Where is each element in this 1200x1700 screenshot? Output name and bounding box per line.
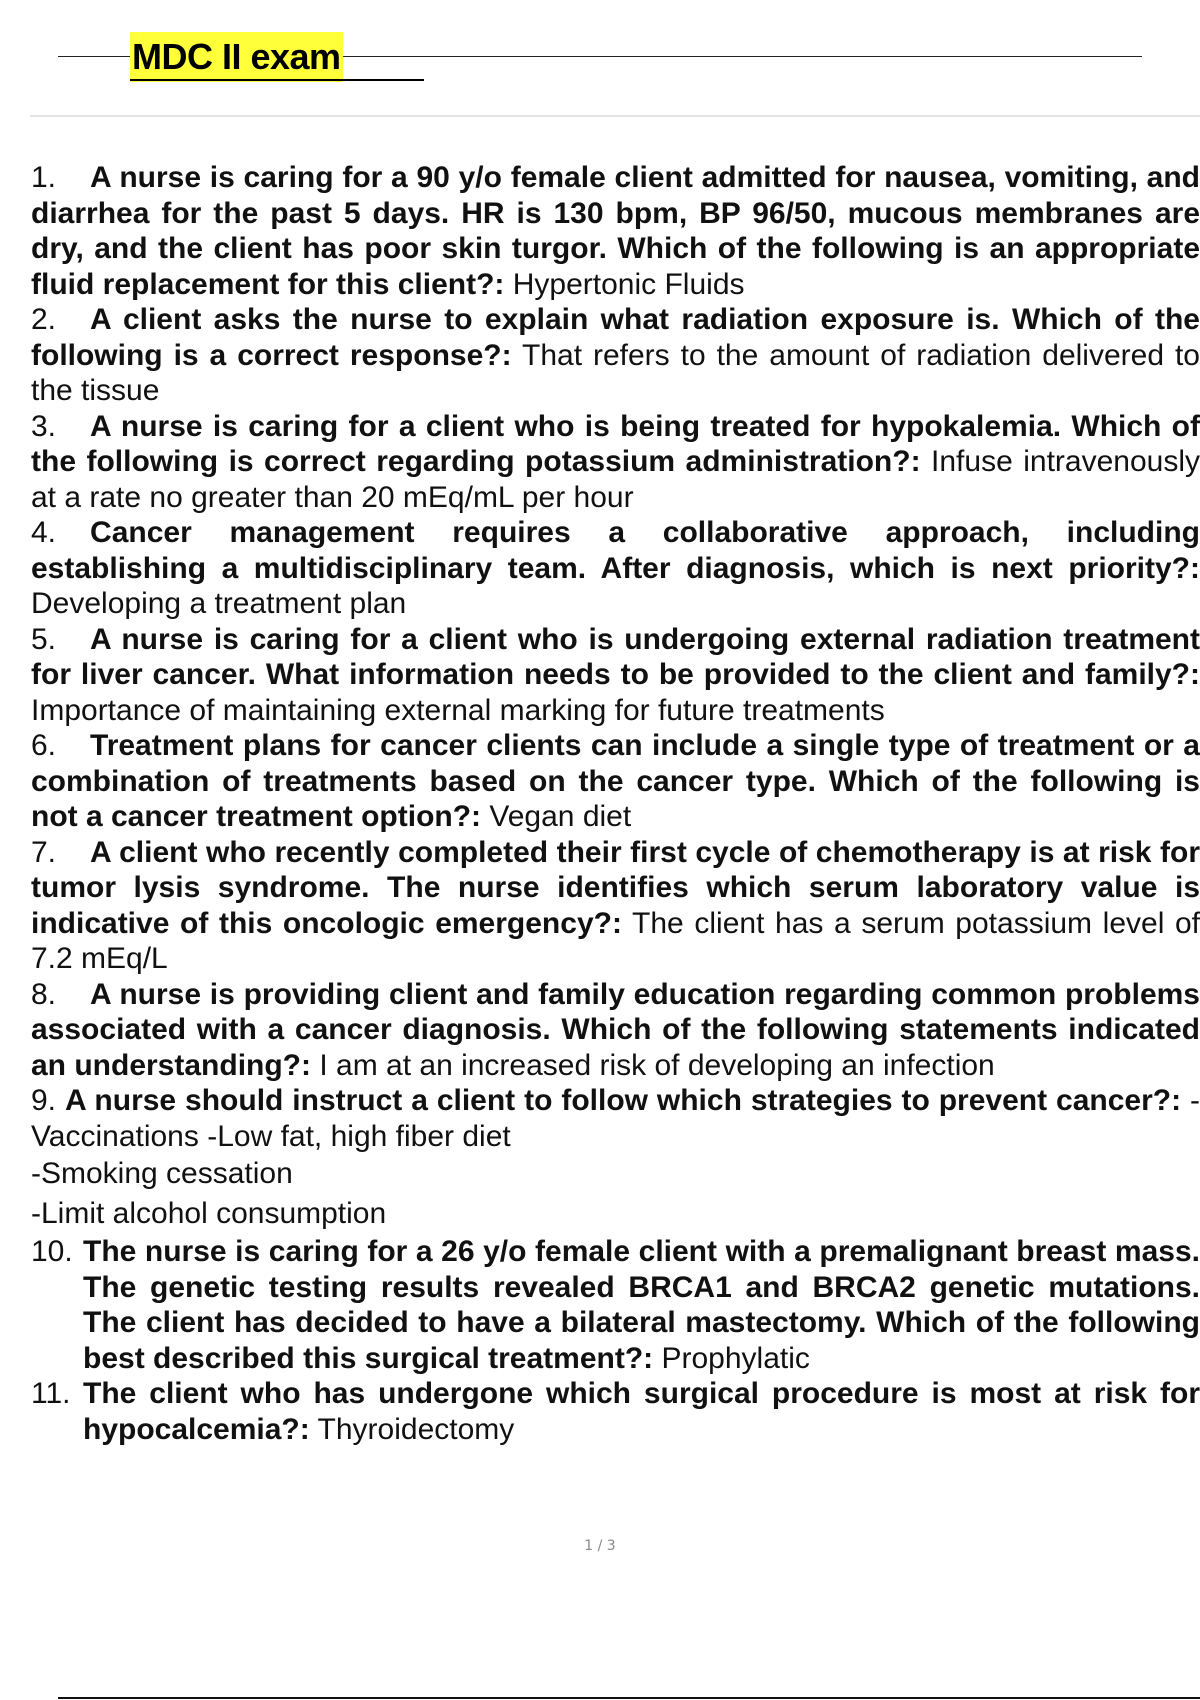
answer-text: Vegan diet bbox=[489, 800, 632, 833]
question-item-5 bbox=[31, 622, 1200, 729]
answer-text: The client has a serum potassium level of 7.2 mEq/L bbox=[31, 906, 1200, 975]
question-text: A client who recently completed their first cycle of chemotherapy is at risk for tumor lysis syndrome. The nurse identifies which serum laboratory value is indicative of this oncologic emergency?: bbox=[31, 835, 1200, 940]
question-item-3 bbox=[31, 409, 1200, 516]
question-number: 1. bbox=[31, 161, 57, 194]
footer-rule bbox=[58, 1697, 1200, 1699]
question-text: A nurse is caring for a client who is undergoing external radiation treatment for liver cancer. What information needs to be provided to the client and family?: bbox=[31, 622, 1200, 691]
question-item-10 bbox=[31, 1234, 1200, 1376]
question-number: 4. bbox=[31, 516, 57, 549]
answer-text: Thyroidectomy bbox=[317, 1412, 515, 1446]
question-number: 9. bbox=[31, 1084, 57, 1117]
question-text: A client asks the nurse to explain what radiation exposure is. Which of the following is a correct response?: bbox=[31, 303, 1200, 372]
question-text: A nurse is caring for a 90 y/o female client admitted for nausea, vomiting, and diarrhea for the past 5 days. HR is 130 bpm, BP 96/50, mucous membranes are dry, and the client has poor skin turgor. Which of the following is an appropriate fluid replacement for this client?: bbox=[31, 161, 1200, 301]
question-text: Treatment plans for cancer clients can include a single type of treatment or a combination of treatments based on the cancer type. Which of the following is not a cancer treatment option?: bbox=[31, 729, 1200, 833]
answer-text: Developing a treatment plan bbox=[31, 587, 407, 620]
answer-line: -Smoking cessation bbox=[31, 1157, 293, 1190]
answer-line: -Limit alcohol consumption bbox=[31, 1197, 387, 1230]
question-list bbox=[31, 160, 1200, 1447]
answer-text: -Vaccinations -Low fat, high fiber diet bbox=[31, 1084, 1200, 1153]
header-divider bbox=[30, 115, 1200, 117]
question-number: 10. bbox=[31, 1235, 73, 1268]
answer-text: Prophylatic bbox=[661, 1341, 810, 1375]
answer-text: Hypertonic Fluids bbox=[512, 267, 745, 301]
question-item-1 bbox=[31, 160, 1200, 302]
question-item-8 bbox=[31, 977, 1200, 1084]
question-number: 2. bbox=[31, 303, 57, 336]
question-number: 3. bbox=[31, 409, 57, 443]
question-text: A nurse should instruct a client to follow which strategies to prevent cancer?: bbox=[64, 1084, 1182, 1117]
answer-text: Infuse intravenously at a rate no greater than 20 mEq/mL per hour bbox=[31, 445, 1200, 514]
question-text: The nurse is caring for a 26 y/o female client with a premalignant breast mass. The genetic testing results revealed BRCA1 and BRCA2 genetic mutations. The client has decided to have a bilateral mastectomy. Which of the following best described this surgical treatment?: bbox=[83, 1235, 1200, 1375]
question-item-11 bbox=[31, 1376, 1200, 1447]
question-text: A nurse is providing client and family education regarding common problems associated with a cancer diagnosis. Which of the following statements indicated an understanding?: bbox=[31, 977, 1200, 1082]
question-item-7 bbox=[31, 835, 1200, 977]
question-item-4 bbox=[31, 515, 1200, 622]
question-text: Cancer management requires a collaborative approach, including establishing a multidisciplinary team. After diagnosis, which is next priority?: bbox=[31, 516, 1200, 585]
question-item-6 bbox=[31, 728, 1200, 835]
question-number: 6. bbox=[31, 729, 57, 762]
question-number: 11. bbox=[31, 1377, 71, 1410]
question-item-9 bbox=[31, 1083, 1200, 1154]
question-text: The client who has undergone which surgical procedure is most at risk for hypocalcemia?: bbox=[83, 1377, 1200, 1446]
question-item-2 bbox=[31, 302, 1200, 409]
question-number: 5. bbox=[31, 622, 57, 656]
page-number: 1 / 3 bbox=[584, 1538, 616, 1554]
page-title: MDC II exam bbox=[130, 32, 343, 82]
answer-text: That refers to the amount of radiation delivered to the tissue bbox=[31, 338, 1200, 407]
title-row bbox=[58, 32, 1142, 84]
answer-text: I am at an increased risk of developing an infection bbox=[319, 1048, 995, 1082]
question-number: 7. bbox=[31, 835, 57, 869]
question-number: 8. bbox=[31, 977, 57, 1011]
question-text: A nurse is caring for a client who is being treated for hypokalemia. Which of the following is correct regarding potassium administration?: bbox=[31, 409, 1200, 478]
title-underline bbox=[130, 79, 424, 81]
answer-text: Importance of maintaining external marking for future treatments bbox=[31, 693, 885, 727]
